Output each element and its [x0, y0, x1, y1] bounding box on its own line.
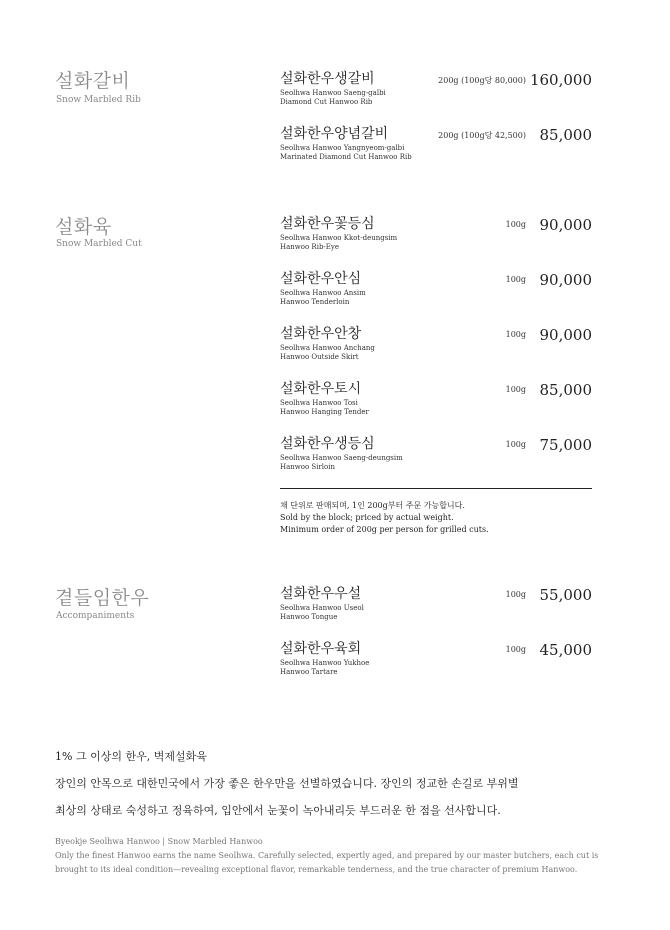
item-english-name: Seolhwa Hanwoo Yangnyeom-galbi [280, 144, 405, 152]
brand-text-line: Only the finest Hanwoo earns the name Seolhwa. Carefully selected, expertly aged, and prepared by our master butchers, each cut is [55, 851, 599, 860]
item-price: 90,000 [539, 326, 592, 344]
menu-item [280, 126, 592, 162]
item-english-name: Seolhwa Hanwoo Saeng-deungsim [280, 454, 403, 462]
item-description: Hanwoo Hanging Tender [280, 408, 369, 416]
section-subtitle-rib: Snow Marbled Rib [56, 95, 141, 105]
item-quantity: 100g [505, 275, 526, 284]
item-english-name: Seolhwa Hanwoo Anchang [280, 344, 375, 352]
brand-text-line: 장인의 안목으로 대한민국에서 가장 좋은 한우만을 선별하였습니다. 장인의 정교한 손길로 부위별 [55, 777, 519, 790]
section-subtitle-accompaniments: Accompaniments [56, 611, 135, 621]
item-description: Hanwoo Tartare [280, 668, 338, 676]
item-name: 설화한우생등심 [280, 436, 375, 452]
item-description: Hanwoo Rib-Eye [280, 243, 339, 251]
item-price: 45,000 [539, 641, 592, 659]
item-description: Hanwoo Sirloin [280, 463, 336, 471]
menu-item [280, 71, 592, 107]
item-name: 설화한우우설 [280, 586, 362, 602]
item-english-name: Seolhwa Hanwoo Ansim [280, 289, 366, 297]
item-price: 90,000 [539, 216, 592, 234]
menu-item [280, 586, 592, 622]
item-description: Diamond Cut Hanwoo Rib [280, 98, 373, 106]
item-quantity: 100g [505, 220, 526, 229]
item-english-name: Seolhwa Hanwoo Tosi [280, 399, 358, 407]
item-quantity: 100g [505, 440, 526, 449]
order-note [280, 500, 489, 536]
item-quantity: 100g [505, 590, 526, 599]
item-description: Hanwoo Outside Skirt [280, 353, 359, 361]
menu-item [280, 641, 592, 677]
section-title-accompaniments: 곁들임한우 [55, 587, 150, 609]
item-name: 설화한우토시 [280, 381, 362, 397]
brand-statement-english [55, 835, 615, 877]
brand-text-line: brought to its ideal condition—revealing exceptional flavor, remarkable tenderness, and the true character of premium Hanwoo. [55, 865, 578, 874]
brand-name: Byeokje Seolhwa Hanwoo | Snow Marbled Hanwoo [55, 837, 263, 846]
item-quantity: 200g (100g당 80,000) [438, 76, 526, 85]
item-english-name: Seolhwa Hanwoo Yukhoe [280, 659, 370, 667]
section-title-rib: 설화갈비 [55, 70, 131, 92]
brand-headline: 1% 그 이상의 한우, 벽제설화육 [55, 750, 207, 763]
item-name: 설화한우육회 [280, 641, 362, 657]
brand-statement-korean [55, 743, 519, 824]
menu-item [280, 216, 592, 252]
item-quantity: 200g (100g당 42,500) [438, 131, 526, 140]
item-name: 설화한우양념갈비 [280, 126, 389, 142]
divider [280, 488, 592, 489]
brand-text-line: 최상의 상태로 숙성하고 정육하여, 입안에서 눈꽃이 녹아내리듯 부드러운 한 점을 선사합니다. [55, 804, 501, 817]
item-quantity: 100g [505, 645, 526, 654]
item-quantity: 100g [505, 330, 526, 339]
section-subtitle-cut: Snow Marbled Cut [56, 239, 142, 249]
item-price: 75,000 [539, 436, 592, 454]
item-english-name: Seolhwa Hanwoo Saeng-galbi [280, 89, 386, 97]
item-name: 설화한우안심 [280, 271, 362, 287]
note-korean: 채 단위로 판매되며, 1인 200g부터 주문 가능합니다. [280, 501, 465, 510]
item-name: 설화한우꽃등심 [280, 216, 375, 232]
item-english-name: Seolhwa Hanwoo Useol [280, 604, 364, 612]
menu-item [280, 381, 592, 417]
item-price: 90,000 [539, 271, 592, 289]
item-price: 55,000 [539, 586, 592, 604]
item-quantity: 100g [505, 385, 526, 394]
item-description: Hanwoo Tenderloin [280, 298, 350, 306]
item-description: Hanwoo Tongue [280, 613, 338, 621]
note-english-1: Sold by the block; priced by actual weight. [280, 513, 454, 522]
note-english-2: Minimum order of 200g per person for grilled cuts. [280, 525, 489, 534]
menu-item [280, 271, 592, 307]
item-description: Marinated Diamond Cut Hanwoo Rib [280, 153, 412, 161]
menu-item [280, 436, 592, 472]
item-english-name: Seolhwa Hanwoo Kkot-deungsim [280, 234, 398, 242]
item-price: 85,000 [539, 381, 592, 399]
menu-item [280, 326, 592, 362]
item-price: 160,000 [529, 71, 592, 89]
item-price: 85,000 [539, 126, 592, 144]
section-title-cut: 설화육 [55, 216, 112, 238]
item-name: 설화한우안창 [280, 326, 362, 342]
item-name: 설화한우생갈비 [280, 71, 375, 87]
